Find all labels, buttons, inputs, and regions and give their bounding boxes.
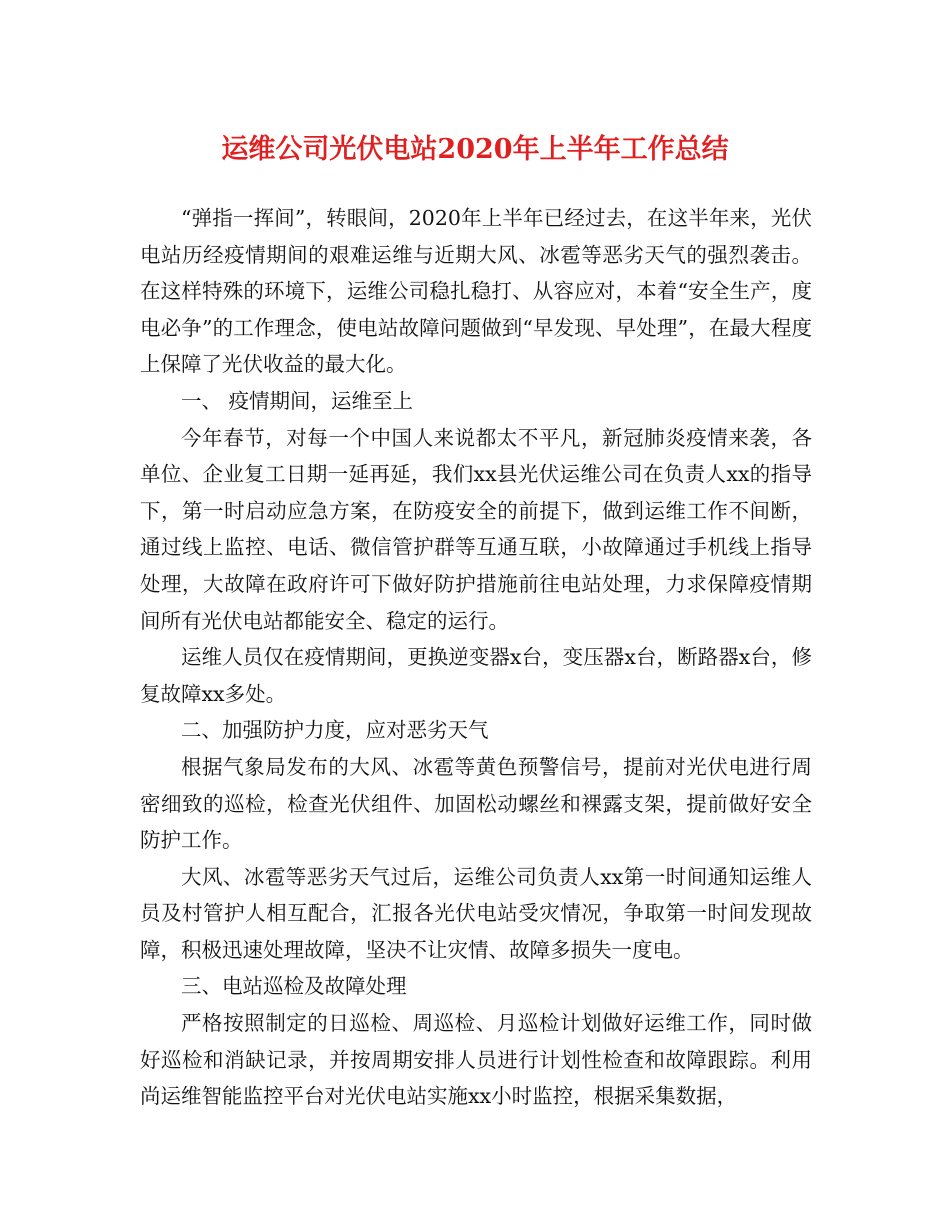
section-heading-1: 一、 疫情期间，运维至上 [181, 388, 414, 413]
section-heading-2: 二、加强防护力度，应对恶劣天气 [181, 718, 489, 743]
paragraph-weather-prep: 根据气象局发布的大风、冰雹等黄色预警信号，提前对光伏电进行周密细致的巡检，检查光伏组件、加固松动螺丝和裸露支架，提前做好安全防护工作。 [140, 754, 812, 853]
paragraph-inspection: 严格按照制定的日巡检、周巡检、月巡检计划做好运维工作，同时做好巡检和消缺记录，并按周期安排人员进行计划性检查和故障跟踪。利用尚运维智能监控平台对光伏电站实施xx小时监控，根据采集数据， [140, 1011, 812, 1109]
paragraph-repairs: 运维人员仅在疫情期间，更换逆变器x台，变压器x台，断路器x台，修复故障xx多处。 [140, 645, 812, 706]
paragraph-weather-after: 大风、冰雹等恶劣天气过后，运维公司负责人xx第一时间通知运维人员及村管护人相互配合，汇报各光伏电站受灾情况，争取第一时间发现故障，积极迅速处理故障，坚决不让灾情、故障多损失一度电。 [140, 864, 812, 962]
document-title: 运维公司光伏电站2020年上半年工作总结 [221, 134, 729, 165]
paragraph-intro: “弹指一挥间”，转眼间，2020年上半年已经过去，在这半年来，光伏电站历经疫情期间的艰难运维与近期大风、冰雹等恶劣天气的强烈袭击。在这样特殊的环境下，运维公司稳扎稳打、从容应对，本着“安全生产，度电必争”的工作理念，使电站故障问题做到“早发现、早处理”，在最大程度上保障了光伏收益的最大化。 [140, 206, 812, 377]
paragraph-epidemic: 今年春节，对每一个中国人来说都太不平凡，新冠肺炎疫情来袭，各单位、企业复工日期一延再延，我们xx县光伏运维公司在负责人xx的指导下，第一时启动应急方案，在防疫安全的前提下，做到运维工作不间断，通过线上监控、电话、微信管护群等互通互联，小故障通过手机线上指导处理，大故障在政府许可下做好防护措施前往电站处理，力求保障疫情期间所有光伏电站都能安全、稳定的运行。 [140, 425, 812, 633]
document-body [140, 200, 812, 1115]
section-heading-3: 三、电站巡检及故障处理 [181, 974, 407, 999]
